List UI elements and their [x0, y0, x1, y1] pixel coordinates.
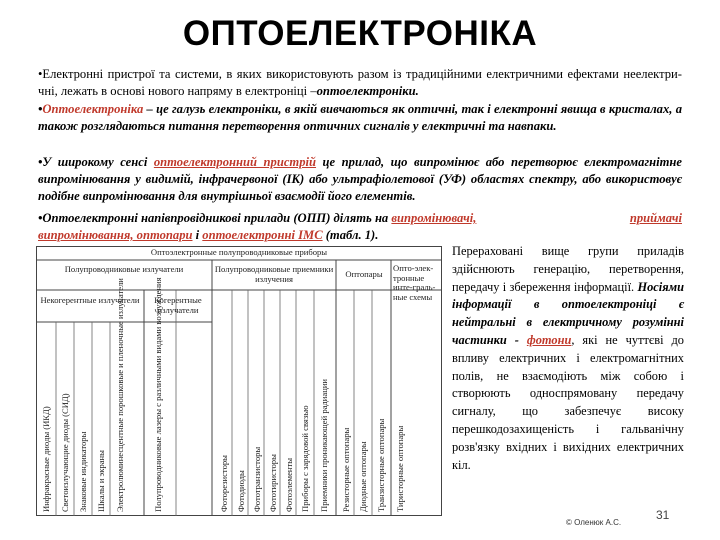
device-text: це прилад, що випромінює або перетворює електромагнітне випромінювання у видимій, інфрачервоної (ІК) або ультрафіолетової (УФ) областях спектру, або використовує подібне випромінювання для внутрішньої взаємодії його елементів.: [38, 155, 682, 203]
paragraph-definition: [38, 101, 682, 135]
paragraph-intro: [38, 66, 682, 100]
col-resistor-optocouplers: Резисторные оптопары: [341, 427, 351, 512]
col-phototransistors: Фототранзисторы: [252, 446, 262, 512]
col-leds: Светоизлучающие диоды (СИД): [60, 393, 70, 512]
col-radiation-receivers: Приемники проникающей радиации: [319, 378, 329, 512]
side-paragraph: [452, 243, 684, 474]
col-diode-optocouplers: Диодные оптопары: [358, 441, 368, 512]
classes-lead: •Оптоелектронні напівпровідникові прилади (ОПП) ділять на: [38, 211, 392, 225]
device-lead: •У широкому сенсі: [38, 155, 154, 169]
group-receivers: Полупроводниковые приемники излучения: [214, 264, 334, 284]
definition-text: – це галузь електроніки, в якій вивчаються як оптичні, так і електронні явища в кристалах, а також розглядаються питання перетворення оптичних сигналів у електричні та навпаки.: [38, 102, 682, 133]
col-photocells: Фотоэлементы: [284, 457, 294, 512]
col-photoresistors: Фоторезисторы: [219, 455, 229, 512]
bullet: •: [38, 67, 43, 81]
table-header: Оптоэлектронные полупроводниковые приборы: [150, 247, 328, 257]
col-ir-diodes: Инфракрасные диоды (ИКД): [41, 406, 51, 512]
sub-incoherent: Некогерентные излучатели: [40, 295, 140, 305]
term-emitters: випромінювачі,: [391, 211, 477, 225]
col-ccd: Приборы с зарядовой связью: [300, 405, 310, 512]
col-scales: Шкалы и экраны: [96, 450, 106, 512]
classes-mid: і: [192, 228, 203, 242]
term-radiation-optocouplers: випромінювання, оптопари: [38, 228, 193, 242]
page-title: ОПТОЕЛЕКТРОНІКА: [182, 14, 538, 53]
col-indicators: Знаковые индикаторы: [78, 431, 88, 512]
page-number: 31: [656, 508, 670, 522]
group-ics: Опто-элек-тронные инте-граль-ные схемы: [393, 263, 436, 302]
term-receivers: приймачі: [629, 211, 682, 225]
side-text-2: , які не чуттєві до впливу електричних і електромагнітних полів, не взаємодіють між собою і створюють односпрямовану передачу сигналу, що забезпечує високу перешкодозахищеність і гальванічну розв'язку вхідних і вихідних електричних кіл.: [452, 332, 684, 472]
side-text-1: Перераховані вище групи приладів здійснюють генерацію, перетворення, передачу і збереження інформації.: [452, 244, 684, 294]
term-ics: оптоелектронні ІМС: [202, 228, 323, 242]
classification-table: [36, 246, 442, 516]
col-photodiodes: Фотодиоды: [236, 470, 246, 512]
intro-text: Електронні пристрої та системи, в яких використовують разом із традиційними електричними ефектами неелектри-чні, лежать в основі нового напряму в електроніці –: [38, 67, 682, 98]
side-photons: фотони: [526, 332, 572, 347]
copyright: © Оленюк А.С.: [566, 518, 622, 527]
bullet: •: [38, 102, 43, 116]
col-electroluminescent: Электролюминесцентные порошковые и пленочные излучатели: [115, 278, 125, 512]
classes-tail: (табл. 1).: [322, 228, 379, 242]
sub-coherent: Когерентные излучатели: [154, 295, 202, 315]
paragraph-device: [38, 154, 682, 205]
group-emitters: Полупроводниковые излучатели: [64, 264, 184, 274]
col-photothyristors: Фототиристоры: [268, 454, 278, 512]
col-lasers: Полупроводниковые лазеры с различными видами возбуждения: [153, 277, 163, 512]
device-term: оптоелектронний пристрій: [153, 155, 317, 169]
intro-term: оптоелектроніки.: [316, 84, 419, 98]
side-carriers: Носіями інформації в оптоелектроніці є нейтральні в електричному розумінні частинки -: [452, 279, 684, 347]
col-transistor-optocouplers: Транзисторные оптопары: [376, 418, 386, 512]
paragraph-classes: [38, 210, 682, 244]
group-optocouplers: Оптопары: [345, 269, 383, 279]
col-thyristor-optocouplers: Тиристорные оптопары: [395, 425, 405, 512]
definition-term: Оптоелектроніка: [42, 102, 144, 116]
